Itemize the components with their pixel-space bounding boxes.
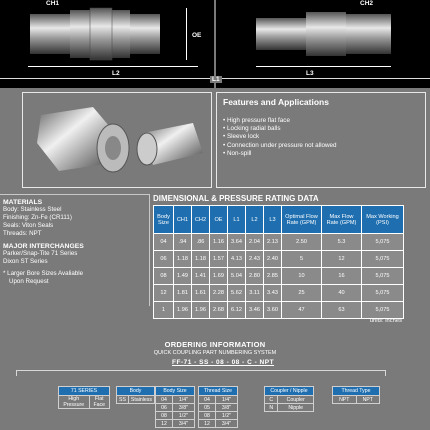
table-cell: 3.64 xyxy=(228,234,246,251)
table-cell: 3.46 xyxy=(246,302,264,319)
table-cell: Flat Face xyxy=(89,396,110,409)
table-cell: 5,075 xyxy=(362,302,404,319)
table-cell: 1 xyxy=(154,302,174,319)
table-cell: 63 xyxy=(322,302,362,319)
table-cell: 5.04 xyxy=(228,268,246,285)
table-cell: 3/4" xyxy=(215,420,237,428)
feature-item: • High pressure flat face xyxy=(223,117,290,124)
table-cell: 2.43 xyxy=(246,251,264,268)
dimension-table-body xyxy=(154,234,404,319)
materials-panel xyxy=(0,194,150,306)
ordering-table-header: Thread Size xyxy=(199,387,238,396)
table-row xyxy=(154,251,404,268)
table-cell: 4.13 xyxy=(228,251,246,268)
table-cell: 1.49 xyxy=(174,268,192,285)
table-cell: 40 xyxy=(322,285,362,302)
ch2-label: CH2 xyxy=(360,0,374,7)
dimension-table-header xyxy=(154,206,404,234)
table-cell: 3.60 xyxy=(264,302,282,319)
units-note: units: inches xyxy=(369,318,402,324)
material-line: Threads: NPT xyxy=(3,230,42,237)
product-row xyxy=(4,92,426,188)
table-row xyxy=(199,396,238,404)
feature-item: • Locking radial balls xyxy=(223,125,281,133)
table-cell: 12 xyxy=(156,420,173,428)
feature-item: • Connection under pressure not allowed xyxy=(223,141,337,149)
table-cell: 2.28 xyxy=(210,285,228,302)
table-cell: 3.43 xyxy=(264,285,282,302)
ordering-table-header: Body Size xyxy=(156,387,195,396)
material-line: Body: Stainless Steel xyxy=(3,206,62,213)
features-title: Features and Applications xyxy=(223,97,329,107)
feature-item: • Sleeve lock xyxy=(223,133,260,141)
table-cell: 2.50 xyxy=(282,234,322,251)
table-row xyxy=(333,396,380,404)
product-photo xyxy=(22,92,212,188)
nipple-drawing xyxy=(216,0,430,88)
bracket-tick xyxy=(16,370,17,376)
nipple-dimension-photo xyxy=(216,0,430,88)
table-cell: 04 xyxy=(154,234,174,251)
thread-size-table xyxy=(198,386,238,428)
table-cell: 47 xyxy=(282,302,322,319)
table-cell: 08 xyxy=(199,412,216,420)
table-cell: 6.12 xyxy=(228,302,246,319)
table-cell: 5 xyxy=(282,251,322,268)
table-cell: 5,075 xyxy=(362,268,404,285)
table-cell: 2.68 xyxy=(210,302,228,319)
table-cell: 06 xyxy=(156,404,173,412)
thread-type-table xyxy=(332,386,380,404)
bracket-tick xyxy=(385,370,386,376)
table-cell: 5,075 xyxy=(362,234,404,251)
l2-line xyxy=(28,66,198,67)
table-cell: 25 xyxy=(282,285,322,302)
coupler-nipple-table xyxy=(264,386,314,412)
series-table xyxy=(58,386,110,409)
feature-item: • Non-spill xyxy=(223,149,252,157)
column-header: Body Size xyxy=(154,206,174,234)
table-cell: 2.85 xyxy=(264,268,282,285)
l2-label: L2 xyxy=(112,70,120,77)
table-cell: High Pressure xyxy=(59,396,90,409)
column-header: Max Working (PSI) xyxy=(362,206,404,234)
table-cell: 12 xyxy=(322,251,362,268)
body-table xyxy=(116,386,155,404)
column-header: L1 xyxy=(228,206,246,234)
table-cell: NPT xyxy=(333,396,357,404)
table-cell: .86 xyxy=(192,234,210,251)
table-cell: 1.61 xyxy=(192,285,210,302)
table-cell: 1.18 xyxy=(192,251,210,268)
part-number-code: FF-71 - SS - 08 - 08 - C - NPT xyxy=(172,359,275,366)
table-cell: 12 xyxy=(154,285,174,302)
table-row xyxy=(117,396,155,404)
table-cell: 1.81 xyxy=(174,285,192,302)
table-cell: 2.04 xyxy=(246,234,264,251)
table-cell: C xyxy=(265,396,278,404)
table-row xyxy=(154,302,404,319)
table-cell: 10 xyxy=(282,268,322,285)
l3-line xyxy=(256,66,391,67)
table-cell: NPT xyxy=(356,396,380,404)
column-header: Optimal Flow Rate (GPM) xyxy=(282,206,322,234)
table-row xyxy=(199,412,238,420)
table-row xyxy=(199,404,238,412)
table-cell: 1.96 xyxy=(192,302,210,319)
table-cell: 04 xyxy=(156,396,173,404)
features-panel xyxy=(216,92,426,188)
table-cell: 04 xyxy=(199,396,216,404)
table-cell: 2.40 xyxy=(264,251,282,268)
table-cell: 1.18 xyxy=(174,251,192,268)
table-cell: 2.80 xyxy=(246,268,264,285)
table-cell: SS xyxy=(117,396,129,404)
table-cell: 16 xyxy=(322,268,362,285)
table-row xyxy=(154,234,404,251)
table-cell: 3/8" xyxy=(215,404,237,412)
table-cell: 1.96 xyxy=(174,302,192,319)
table-cell: 1.69 xyxy=(210,268,228,285)
dimension-table xyxy=(153,205,404,319)
table-row xyxy=(156,420,195,428)
table-row xyxy=(154,285,404,302)
table-cell: N xyxy=(265,404,278,412)
table-row xyxy=(199,420,238,428)
table-cell: 1.41 xyxy=(192,268,210,285)
table-cell: 1.16 xyxy=(210,234,228,251)
column-header: L3 xyxy=(264,206,282,234)
interchange-line: Parker/Snap-Tite 71 Series xyxy=(3,250,78,257)
material-line: Finishing: Zn-Fe (CR111) xyxy=(3,214,72,221)
interchanges-title: MAJOR INTERCHANGES xyxy=(3,243,84,250)
material-line: Seals: Viton Seals xyxy=(3,222,54,229)
materials-title: MATERIALS xyxy=(3,199,43,206)
table-cell: 12 xyxy=(199,420,216,428)
column-header: L2 xyxy=(246,206,264,234)
table-cell: Stainless xyxy=(128,396,154,404)
ch1-label: CH1 xyxy=(46,0,60,7)
table-cell: 1/4" xyxy=(172,396,194,404)
table-cell: 3/4" xyxy=(172,420,194,428)
ordering-subtitle: QUICK COUPLING PART NUMBERING SYSTEM xyxy=(153,350,277,356)
column-header: CH1 xyxy=(174,206,192,234)
ordering-table-header: Body xyxy=(117,387,155,396)
table-cell: 5.62 xyxy=(228,285,246,302)
table-row xyxy=(156,404,195,412)
table-cell: 2.13 xyxy=(264,234,282,251)
table-cell: Coupler xyxy=(278,396,314,404)
table-row xyxy=(156,396,195,404)
table-cell: 05 xyxy=(199,404,216,412)
product-photo-drawing xyxy=(23,93,211,187)
features-list xyxy=(223,117,419,158)
table-cell: 5,075 xyxy=(362,285,404,302)
ordering-table-header: Thread Type xyxy=(333,387,380,396)
table-cell: 1.57 xyxy=(210,251,228,268)
ordering-title: ORDERING INFORMATION xyxy=(164,340,266,349)
table-cell: 5.3 xyxy=(322,234,362,251)
oe-line xyxy=(186,8,187,60)
coupler-dimension-photo xyxy=(0,0,214,88)
table-cell: .94 xyxy=(174,234,192,251)
dimension-table-title: DIMENSIONAL & PRESSURE RATING DATA xyxy=(153,194,319,203)
table-row xyxy=(265,396,314,404)
l3-label: L3 xyxy=(306,70,314,77)
bracket-line xyxy=(16,370,386,371)
body-size-table xyxy=(155,386,195,428)
ordering-table-header: 71 SERIES xyxy=(59,387,110,396)
table-cell: 1/4" xyxy=(215,396,237,404)
table-cell: 08 xyxy=(156,412,173,420)
table-cell: 1/2" xyxy=(215,412,237,420)
ordering-table-header: Coupler / Nipple xyxy=(265,387,314,396)
oe-label: OE xyxy=(192,32,202,39)
table-row xyxy=(156,412,195,420)
table-cell: 3/8" xyxy=(172,404,194,412)
table-cell: 5,075 xyxy=(362,251,404,268)
table-cell: 1/2" xyxy=(172,412,194,420)
table-cell: Nipple xyxy=(278,404,314,412)
interchange-line: Dixon ST Series xyxy=(3,258,48,265)
bore-note: * Larger Bore Sizes Avaliable xyxy=(3,270,84,277)
table-cell: 08 xyxy=(154,268,174,285)
coupler-drawing xyxy=(0,0,214,88)
bore-note: Upon Request xyxy=(9,278,49,285)
column-header: OE xyxy=(210,206,228,234)
table-row xyxy=(265,404,314,412)
table-cell: 06 xyxy=(154,251,174,268)
table-row xyxy=(59,396,110,409)
column-header: CH2 xyxy=(192,206,210,234)
l1-label: L1 xyxy=(212,76,220,83)
table-row xyxy=(154,268,404,285)
column-header: Max Flow Rate (GPM) xyxy=(322,206,362,234)
table-cell: 3.11 xyxy=(246,285,264,302)
